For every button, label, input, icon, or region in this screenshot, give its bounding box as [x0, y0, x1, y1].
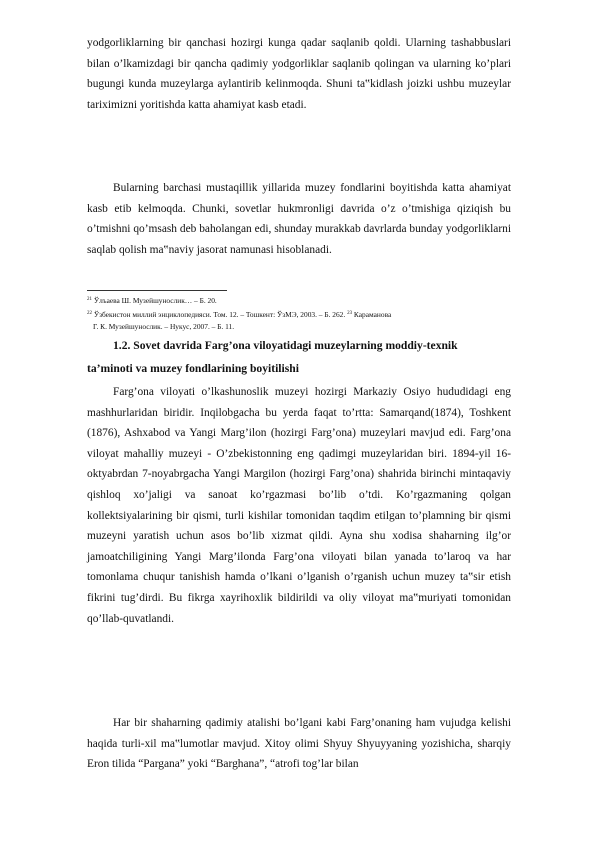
- footnote-1-number: 21: [87, 297, 92, 302]
- section-heading-line-2: ta’minoti va muzey fondlarining boyitilishi: [87, 362, 299, 375]
- section-heading-line-1: 1.2. Sovet davrida Farg’ona viloyatidagi muzeylarning moddiy-texnik: [113, 339, 458, 352]
- footnote-2: [87, 308, 511, 321]
- footnote-3-text: Караманова: [353, 310, 392, 319]
- paragraph-intro: yodgorliklarning bir qanchasi hozirgi kunga qadar saqlanib qoldi. Ularning tashabbuslari bilan o’lkamizdagi bir qancha qadimiy yodgorliklar saqlanib qolingan va ularning ko’plari bugungi kunda muzeylarga aylantirib kelinmoqda. Shuni ta‟kidlash joizki ushbu muzeylar tariximizni yoritishda katta ahamiyat kasb etadi.: [87, 37, 511, 111]
- paragraph-fergana-museum: Farg’ona viloyati o’lkashunoslik muzeyi hozirgi Markaziy Osiyo hududidagi eng mashhurlaridan biridir. Inqilobgacha bu yerda faqat to’rtta: Samarqand(1874), Toshkent (1876), Ashxabod va Yangi Marg’ilon (hozirgi Farg’ona) muzeylari mavjud edi. Farg’ona viloyat mahalliy muzeyi - O’zbekistonning eng qadimgi muzeylaridan biri. 1894-yil 16-oktyabrdan 7-noyabrgacha Yangi Margilon (hozirgi Farg’ona) shahrida birinchi mintaqaviy qishloq xo’jaligi va sanoat ko’rgazmasi bo’lib o’tdi. Ko’rgazmaning qolgan kollektsiyalarining bir qismi, turli kishilar tomonidan taqdim etilgan to’plamning bir qismi muzeyni yaratish uchun asos bo’lib xizmat qildi. Ayna shu xodisa shaharning ilg’or jamoatchiligining Yangi Marg’ilonda Farg’ona viloyati bilan yanada to’laroq va har tomonlama chuqur tanishish hamda o’lkani o’lganish o’rganish uchun muzey ta‟sir etish fikrini tug’dirdi. Bu fikrga xayrihoxlik bildirildi va oliy viloyat ma‟muriyati tomonidan qo’llab-quvatlandi.: [87, 386, 511, 625]
- footnote-separator: [87, 290, 227, 291]
- footnote-2-number: 22: [87, 311, 92, 316]
- paragraph-independence: Bularning barchasi mustaqillik yillarida muzey fondlarini boyitishda katta ahamiyat kasb etib kelmoqda. Chunki, sovetlar hukmronligi davrida o’z o’tmishiga qiziqish bu o’tmishni qo’msash deb baholangan edi, shunday murakkab davrlarda bunday yodgorliklarni saqlab qolish ma‟naviy jasorat namunasi hisoblanadi.: [87, 182, 511, 256]
- paragraph-fergana-name: Har bir shaharning qadimiy atalishi bo’lgani kabi Farg’onaning ham vujudga kelishi haqida turli-xil ma‟lumotlar mavjud. Xitoy olimi Shyuy Shyuyyaning yozishicha, sharqiy Eron tilida “Pargana” yoki “Barghana”, “atrofi tog’lar bilan: [87, 717, 511, 771]
- footnote-2-text: Ўзбекистон миллий энциклопедияси. Том. 12. – Тошкент: ЎзМЭ, 2003. – Б. 262.: [93, 310, 346, 319]
- footnote-1-text: Ўлъаева Ш. Музейшунослик… – Б. 20.: [93, 296, 217, 305]
- footnote-3-number: 23: [347, 311, 353, 316]
- footnote-1: [87, 294, 511, 307]
- footnote-3-continuation: Г. К. Музейшунослик. – Нукус, 2007. – Б. 11.: [93, 322, 235, 331]
